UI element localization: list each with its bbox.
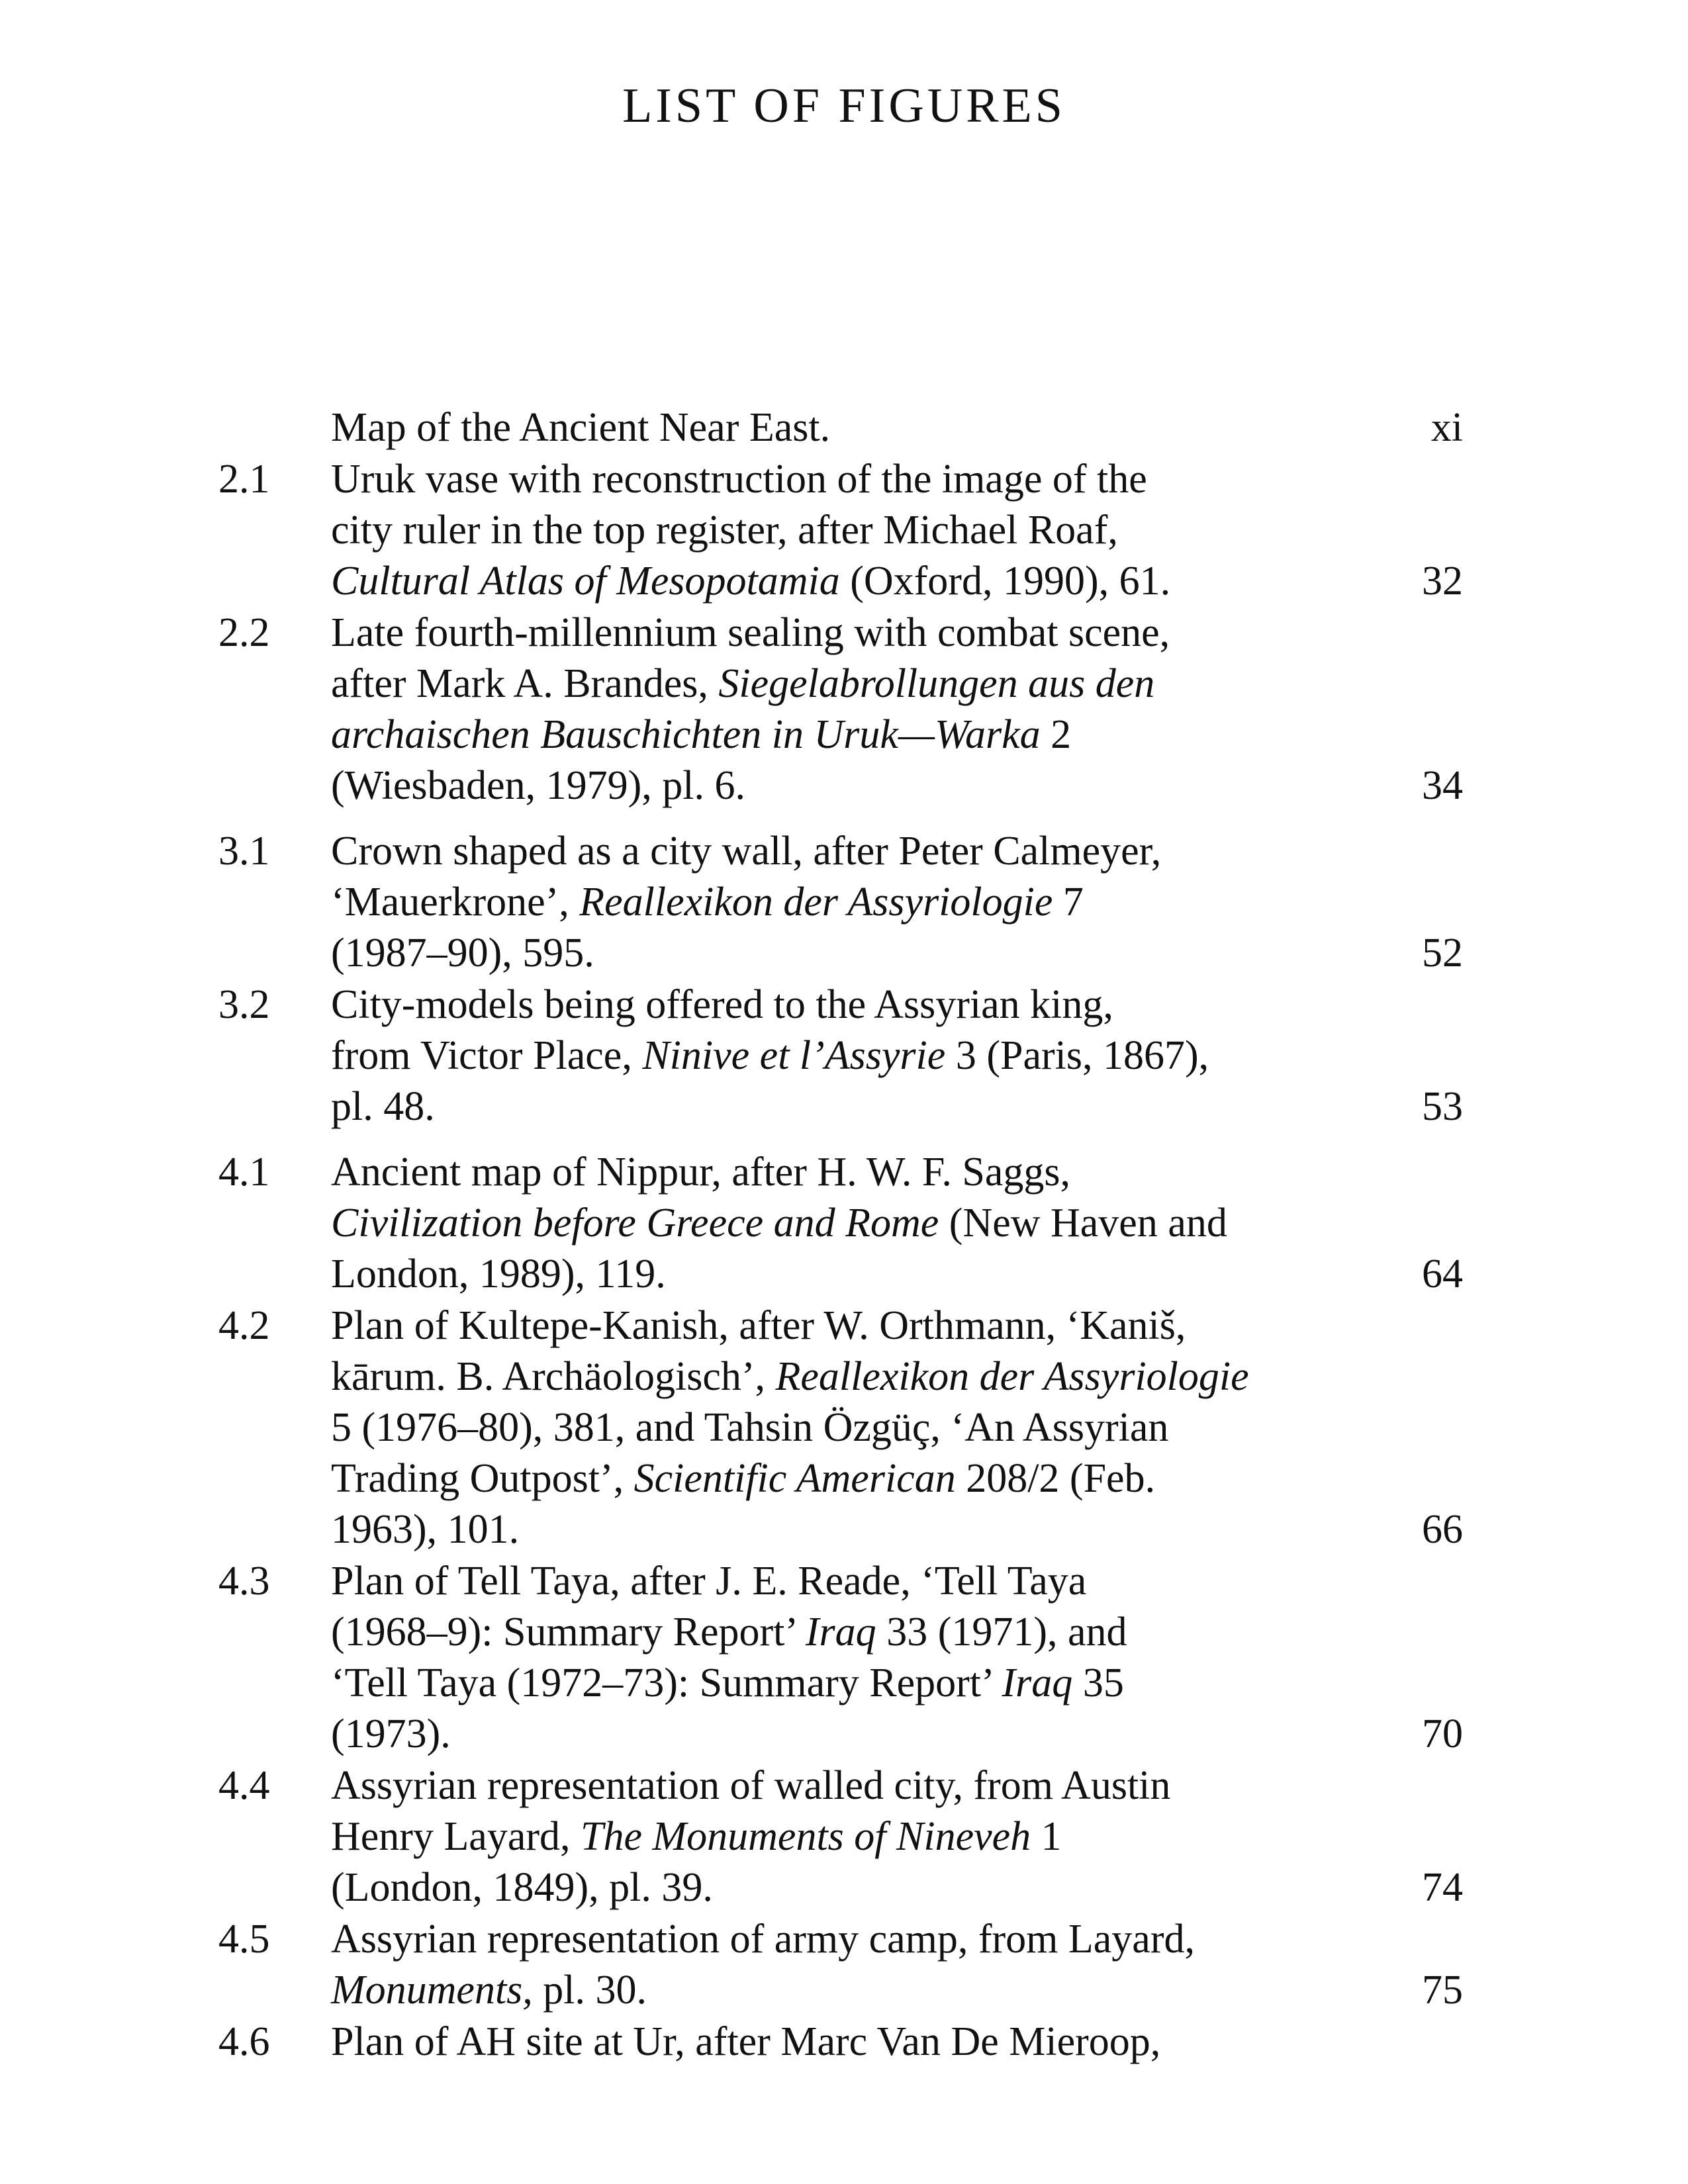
caption-segment: Assyrian representation of walled city, from Austin (331, 1763, 1171, 1808)
caption-segment: Plan of AH site at Ur, after Marc Van De Mieroop, (331, 2019, 1161, 2064)
caption-segment: Uruk vase with reconstruction of the image of the (331, 457, 1147, 502)
caption-segment: 3 (Paris, 1867), (945, 1033, 1209, 1078)
figure-caption (331, 1914, 1370, 2016)
caption-segment: 1963), 101. (331, 1507, 520, 1552)
figure-entry (218, 402, 1483, 453)
figure-caption (331, 402, 1370, 453)
figure-entry (218, 608, 1483, 811)
figure-number: 4.5 (218, 1917, 270, 1962)
caption-italic-segment: Reallexikon der Assyriologie (775, 1354, 1249, 1399)
figure-number: 3.2 (218, 982, 270, 1027)
caption-line (331, 1914, 1370, 1965)
figure-entry (218, 1300, 1483, 1555)
page-number: 52 (1422, 931, 1463, 976)
caption-line (331, 659, 1370, 709)
caption-segment: Henry Layard, (331, 1814, 581, 1859)
caption-segment: (1973). (331, 1711, 451, 1756)
figure-entry (218, 2017, 1483, 2068)
caption-line (331, 1198, 1370, 1249)
caption-line (331, 1081, 1370, 1132)
caption-italic-segment: Cultural Atlas of Mesopotamia (331, 559, 840, 604)
caption-italic-segment: Iraq (805, 1610, 876, 1655)
caption-segment: Assyrian representation of army camp, from Layard, (331, 1917, 1195, 1962)
caption-italic-segment: archaischen Bauschichten in Uruk—Warka (331, 712, 1041, 757)
figure-caption (331, 2017, 1370, 2068)
page-number: 70 (1422, 1711, 1463, 1756)
caption-segment: 1 (1031, 1814, 1062, 1859)
figure-caption (331, 1147, 1370, 1300)
page-number: 53 (1422, 1084, 1463, 1129)
page-number: 75 (1422, 1968, 1463, 2013)
page-number: 32 (1422, 559, 1463, 604)
caption-segment: 35 (1072, 1661, 1124, 1706)
caption-segment: (Oxford, 1990), 61. (839, 559, 1171, 604)
caption-line (331, 1402, 1370, 1453)
figure-entry (218, 1556, 1483, 1760)
caption-line (331, 1147, 1370, 1198)
figure-caption (331, 608, 1370, 811)
figure-caption (331, 1556, 1370, 1760)
page-number: 66 (1422, 1507, 1463, 1552)
caption-line (331, 608, 1370, 659)
caption-italic-segment: Scientific American (633, 1456, 956, 1501)
figure-number: 4.1 (218, 1150, 270, 1195)
caption-line (331, 1811, 1370, 1862)
caption-segment: Trading Outpost’, (331, 1456, 634, 1501)
caption-segment: from Victor Place, (331, 1033, 643, 1078)
caption-segment: (New Haven and (939, 1201, 1227, 1246)
figure-caption (331, 979, 1370, 1132)
figure-caption (331, 826, 1370, 979)
caption-line (331, 1249, 1370, 1300)
caption-line (331, 1504, 1370, 1555)
caption-line (331, 877, 1370, 928)
caption-segment: ‘Tell Taya (1972–73): Summary Report’ (331, 1661, 1002, 1706)
caption-segment: city ruler in the top register, after Michael Roaf, (331, 508, 1118, 553)
caption-segment: pl. 30. (532, 1968, 647, 2013)
caption-line (331, 402, 1370, 453)
caption-segment: (London, 1849), pl. 39. (331, 1865, 713, 1910)
caption-segment: kārum. B. Archäologisch’, (331, 1354, 776, 1399)
caption-segment: 2 (1040, 712, 1072, 757)
caption-line (331, 826, 1370, 877)
caption-segment: Map of the Ancient Near East. (331, 405, 831, 450)
figure-caption (331, 454, 1370, 607)
caption-line (331, 928, 1370, 979)
page-number: xi (1430, 405, 1463, 450)
caption-italic-segment: Ninive et l’Assyrie (642, 1033, 946, 1078)
caption-line (331, 556, 1370, 607)
caption-line (331, 709, 1370, 760)
caption-segment: (1987–90), 595. (331, 931, 594, 976)
caption-line (331, 979, 1370, 1030)
figure-entry (218, 1760, 1483, 1913)
caption-line (331, 1556, 1370, 1607)
caption-segment: ‘Mauerkrone’, (331, 880, 580, 925)
caption-segment: City-models being offered to the Assyrian king, (331, 982, 1113, 1027)
figure-entry (218, 454, 1483, 607)
figure-caption (331, 1760, 1370, 1913)
page-number: 34 (1422, 763, 1463, 808)
figure-number: 2.2 (218, 610, 270, 655)
figure-entry (218, 1147, 1483, 1300)
caption-segment: London, 1989), 119. (331, 1251, 666, 1297)
caption-italic-segment: Siegelabrollungen aus den (718, 661, 1155, 706)
caption-segment: pl. 48. (331, 1084, 435, 1129)
figure-entry (218, 1914, 1483, 2016)
figure-number: 2.1 (218, 457, 270, 502)
figure-number: 4.4 (218, 1763, 270, 1808)
caption-line (331, 1760, 1370, 1811)
figure-entry (218, 826, 1483, 979)
caption-segment: Late fourth-millennium sealing with combat scene, (331, 610, 1170, 655)
figure-entry (218, 979, 1483, 1132)
caption-line (331, 2017, 1370, 2068)
caption-italic-segment: Iraq (1002, 1661, 1073, 1706)
figure-caption (331, 1300, 1370, 1555)
caption-italic-segment: The Monuments of Nineveh (581, 1814, 1031, 1859)
caption-line (331, 1862, 1370, 1913)
page-number: 74 (1422, 1865, 1463, 1910)
caption-line (331, 1658, 1370, 1709)
page-number: 64 (1422, 1251, 1463, 1297)
caption-line (331, 1351, 1370, 1402)
caption-segment: 33 (1971), and (876, 1610, 1127, 1655)
caption-italic-segment: Monuments, (331, 1968, 533, 2013)
caption-segment: Plan of Tell Taya, after J. E. Reade, ‘Tell Taya (331, 1559, 1087, 1604)
caption-segment: after Mark A. Brandes, (331, 661, 719, 706)
caption-line (331, 760, 1370, 811)
figure-number: 4.2 (218, 1303, 270, 1348)
caption-line (331, 1709, 1370, 1760)
caption-segment: (Wiesbaden, 1979), pl. 6. (331, 763, 745, 808)
caption-segment: Crown shaped as a city wall, after Peter Calmeyer, (331, 829, 1162, 874)
figure-number: 3.1 (218, 829, 270, 874)
caption-segment: 208/2 (Feb. (955, 1456, 1156, 1501)
caption-line (331, 1607, 1370, 1658)
caption-segment: Plan of Kultepe-Kanish, after W. Orthmann, ‘Kaniš, (331, 1303, 1186, 1348)
caption-line (331, 1453, 1370, 1504)
caption-line (331, 1965, 1370, 2016)
caption-italic-segment: Civilization before Greece and Rome (331, 1201, 939, 1246)
figure-number: 4.3 (218, 1559, 270, 1604)
page-title: LIST OF FIGURES (622, 79, 1066, 133)
caption-segment: (1968–9): Summary Report’ (331, 1610, 806, 1655)
caption-line (331, 454, 1370, 505)
caption-segment: Ancient map of Nippur, after H. W. F. Saggs, (331, 1150, 1070, 1195)
caption-segment: 5 (1976–80), 381, and Tahsin Özgüç, ‘An Assyrian (331, 1405, 1169, 1450)
figure-list (218, 402, 1483, 2068)
caption-line (331, 1030, 1370, 1081)
caption-segment: 7 (1053, 880, 1084, 925)
figure-number: 4.6 (218, 2019, 270, 2064)
caption-italic-segment: Reallexikon der Assyriologie (579, 880, 1053, 925)
caption-line (331, 1300, 1370, 1351)
caption-line (331, 505, 1370, 556)
